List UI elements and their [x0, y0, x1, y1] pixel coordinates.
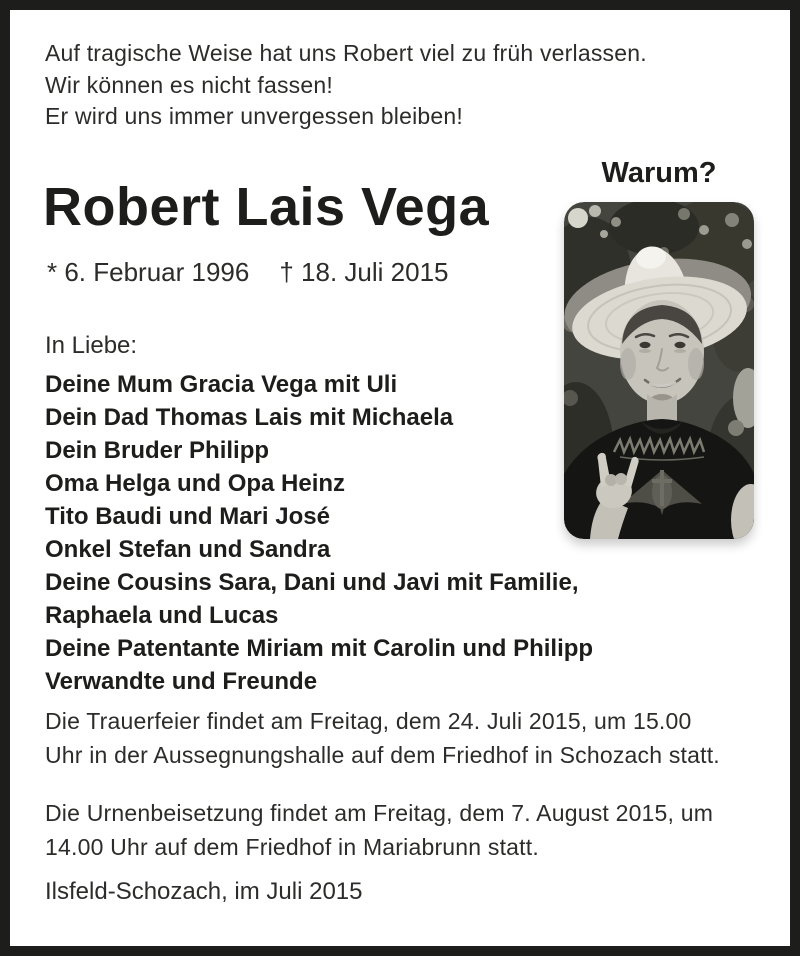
in-liebe-label: In Liebe:: [45, 332, 138, 359]
mourner-line: Verwandte und Freunde: [45, 668, 318, 695]
urnenbeisetzung-line-2: 14.00 Uhr auf dem Friedhof in Mariabrunn statt.: [45, 834, 539, 860]
mourner-line: Onkel Stefan und Sandra: [45, 536, 331, 563]
trauerfeier-line-1: Die Trauerfeier findet am Freitag, dem 24. Juli 2015, um 15.00: [45, 708, 692, 734]
mourner-line: Raphaela und Lucas: [45, 602, 279, 629]
mourner-line: Dein Dad Thomas Lais mit Michaela: [45, 404, 454, 431]
intro-text: [45, 38, 647, 133]
deceased-name: Robert Lais Vega: [43, 177, 490, 237]
intro-line: Wir können es nicht fassen!: [45, 71, 333, 98]
mourner-line: Oma Helga und Opa Heinz: [45, 470, 346, 497]
mourner-line: Deine Mum Gracia Vega mit Uli: [45, 371, 398, 398]
birth-date: * 6. Februar 1996: [47, 257, 250, 287]
urnenbeisetzung-paragraph: [45, 796, 713, 864]
mourner-line: Tito Baudi und Mari José: [45, 503, 330, 530]
life-dates: [47, 257, 449, 288]
place-date: Ilsfeld-Schozach, im Juli 2015: [45, 878, 363, 905]
warum-text: Warum?: [601, 157, 717, 189]
trauerfeier-paragraph: [45, 704, 720, 772]
death-date: † 18. Juli 2015: [279, 257, 449, 287]
mourner-line: Deine Patentante Miriam mit Carolin und Philipp: [45, 635, 594, 662]
mourner-line: Dein Bruder Philipp: [45, 437, 270, 464]
intro-line: Auf tragische Weise hat uns Robert viel zu früh verlassen.: [45, 40, 647, 66]
mourners-list: [45, 368, 593, 698]
urnenbeisetzung-line-1: Die Urnenbeisetzung findet am Freitag, dem 7. August 2015, um: [45, 800, 714, 826]
mourner-line: Deine Cousins Sara, Dani und Javi mit Familie,: [45, 569, 579, 596]
trauerfeier-line-2: Uhr in der Aussegnungshalle auf dem Friedhof in Schozach statt.: [45, 742, 720, 768]
intro-line: Er wird uns immer unvergessen bleiben!: [45, 103, 463, 129]
